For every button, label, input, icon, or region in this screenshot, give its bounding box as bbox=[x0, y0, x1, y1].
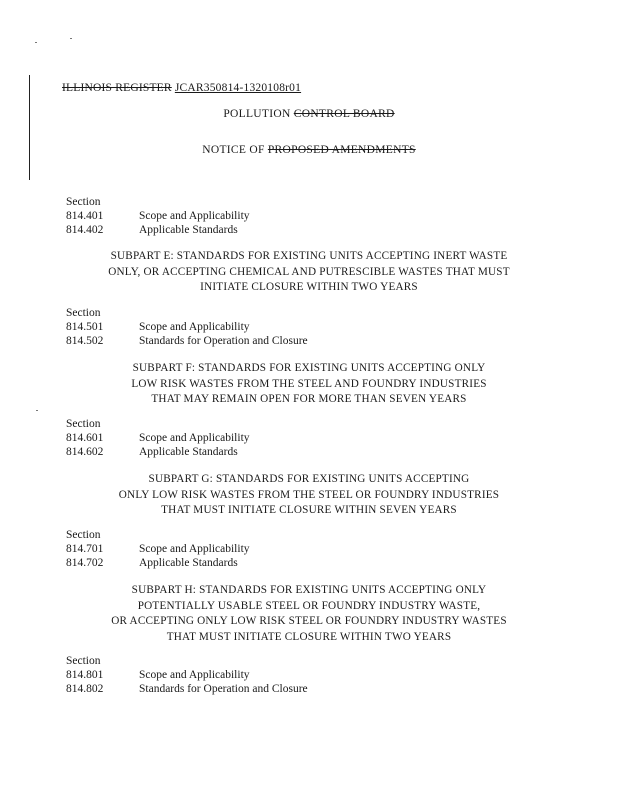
notice-heading bbox=[0, 144, 618, 156]
section-title: Scope and Applicability bbox=[139, 432, 250, 444]
section-number: 814.502 bbox=[66, 335, 104, 347]
section-number: 814.501 bbox=[66, 321, 104, 333]
scan-speck bbox=[36, 410, 38, 411]
section-label: Section bbox=[66, 196, 101, 208]
section-title: Scope and Applicability bbox=[139, 543, 250, 555]
section-number: 814.402 bbox=[66, 224, 104, 236]
section-title: Scope and Applicability bbox=[139, 321, 250, 333]
section-number: 814.601 bbox=[66, 432, 104, 444]
scan-speck bbox=[70, 38, 72, 39]
subpart-heading-line: OR ACCEPTING ONLY LOW RISK STEEL OR FOUNDRY INDUSTRY WASTES bbox=[111, 615, 507, 627]
subpart-heading-line: POTENTIALLY USABLE STEEL OR FOUNDRY INDUSTRY WASTE, bbox=[137, 599, 481, 612]
register-header bbox=[62, 82, 301, 94]
subpart-heading-line: SUBPART G: STANDARDS FOR EXISTING UNITS ACCEPTING bbox=[148, 473, 470, 485]
section-title: Scope and Applicability bbox=[139, 669, 250, 681]
subpart-heading-line: ONLY LOW RISK WASTES FROM THE STEEL OR FOUNDRY INDUSTRIES bbox=[118, 488, 500, 501]
section-title: Applicable Standards bbox=[139, 224, 238, 236]
subpart-heading-line: LOW RISK WASTES FROM THE STEEL AND FOUNDRY INDUSTRIES bbox=[131, 377, 487, 390]
notice-heading-struck: PROPOSED AMENDMENTS bbox=[267, 144, 416, 156]
revision-margin-bar bbox=[29, 75, 30, 180]
subpart-heading-line: ONLY, OR ACCEPTING CHEMICAL AND PUTRESCIBLE WASTES THAT MUST bbox=[108, 265, 510, 278]
section-title: Applicable Standards bbox=[139, 557, 238, 569]
subpart-g-heading bbox=[0, 472, 618, 519]
subpart-h-heading bbox=[0, 583, 618, 645]
section-label: Section bbox=[66, 529, 101, 541]
section-number: 814.401 bbox=[66, 210, 104, 222]
subpart-heading-line: INITIATE CLOSURE WITHIN TWO YEARS bbox=[200, 281, 418, 293]
section-title: Scope and Applicability bbox=[139, 210, 250, 222]
scan-speck bbox=[35, 42, 37, 43]
board-heading-plain: POLLUTION bbox=[223, 108, 291, 120]
jcar-reference: JCAR350814-1320108r01 bbox=[174, 82, 302, 94]
board-heading bbox=[0, 108, 618, 120]
section-label: Section bbox=[66, 418, 101, 430]
section-title: Standards for Operation and Closure bbox=[139, 335, 308, 347]
section-number: 814.802 bbox=[66, 683, 104, 695]
section-label: Section bbox=[66, 307, 101, 319]
subpart-e-heading bbox=[0, 249, 618, 296]
subpart-heading-line: SUBPART E: STANDARDS FOR EXISTING UNITS ACCEPTING INERT WASTE bbox=[110, 250, 508, 262]
section-title: Standards for Operation and Closure bbox=[139, 683, 308, 695]
subpart-f-heading bbox=[0, 361, 618, 408]
board-heading-struck: CONTROL BOARD bbox=[293, 108, 395, 120]
subpart-heading-line: THAT MAY REMAIN OPEN FOR MORE THAN SEVEN YEARS bbox=[151, 393, 467, 405]
section-title: Applicable Standards bbox=[139, 446, 238, 458]
notice-heading-plain: NOTICE OF bbox=[202, 144, 265, 156]
section-number: 814.702 bbox=[66, 557, 104, 569]
section-label: Section bbox=[66, 655, 101, 667]
register-name-struck: ILLINOIS REGISTER bbox=[62, 82, 172, 94]
subpart-heading-line: SUBPART H: STANDARDS FOR EXISTING UNITS ACCEPTING ONLY bbox=[131, 584, 487, 596]
subpart-heading-line: SUBPART F: STANDARDS FOR EXISTING UNITS ACCEPTING ONLY bbox=[132, 362, 486, 374]
section-number: 814.602 bbox=[66, 446, 104, 458]
section-number: 814.801 bbox=[66, 669, 104, 681]
subpart-heading-line: THAT MUST INITIATE CLOSURE WITHIN TWO YEARS bbox=[166, 630, 452, 643]
section-number: 814.701 bbox=[66, 543, 104, 555]
subpart-heading-line: THAT MUST INITIATE CLOSURE WITHIN SEVEN YEARS bbox=[161, 504, 457, 516]
